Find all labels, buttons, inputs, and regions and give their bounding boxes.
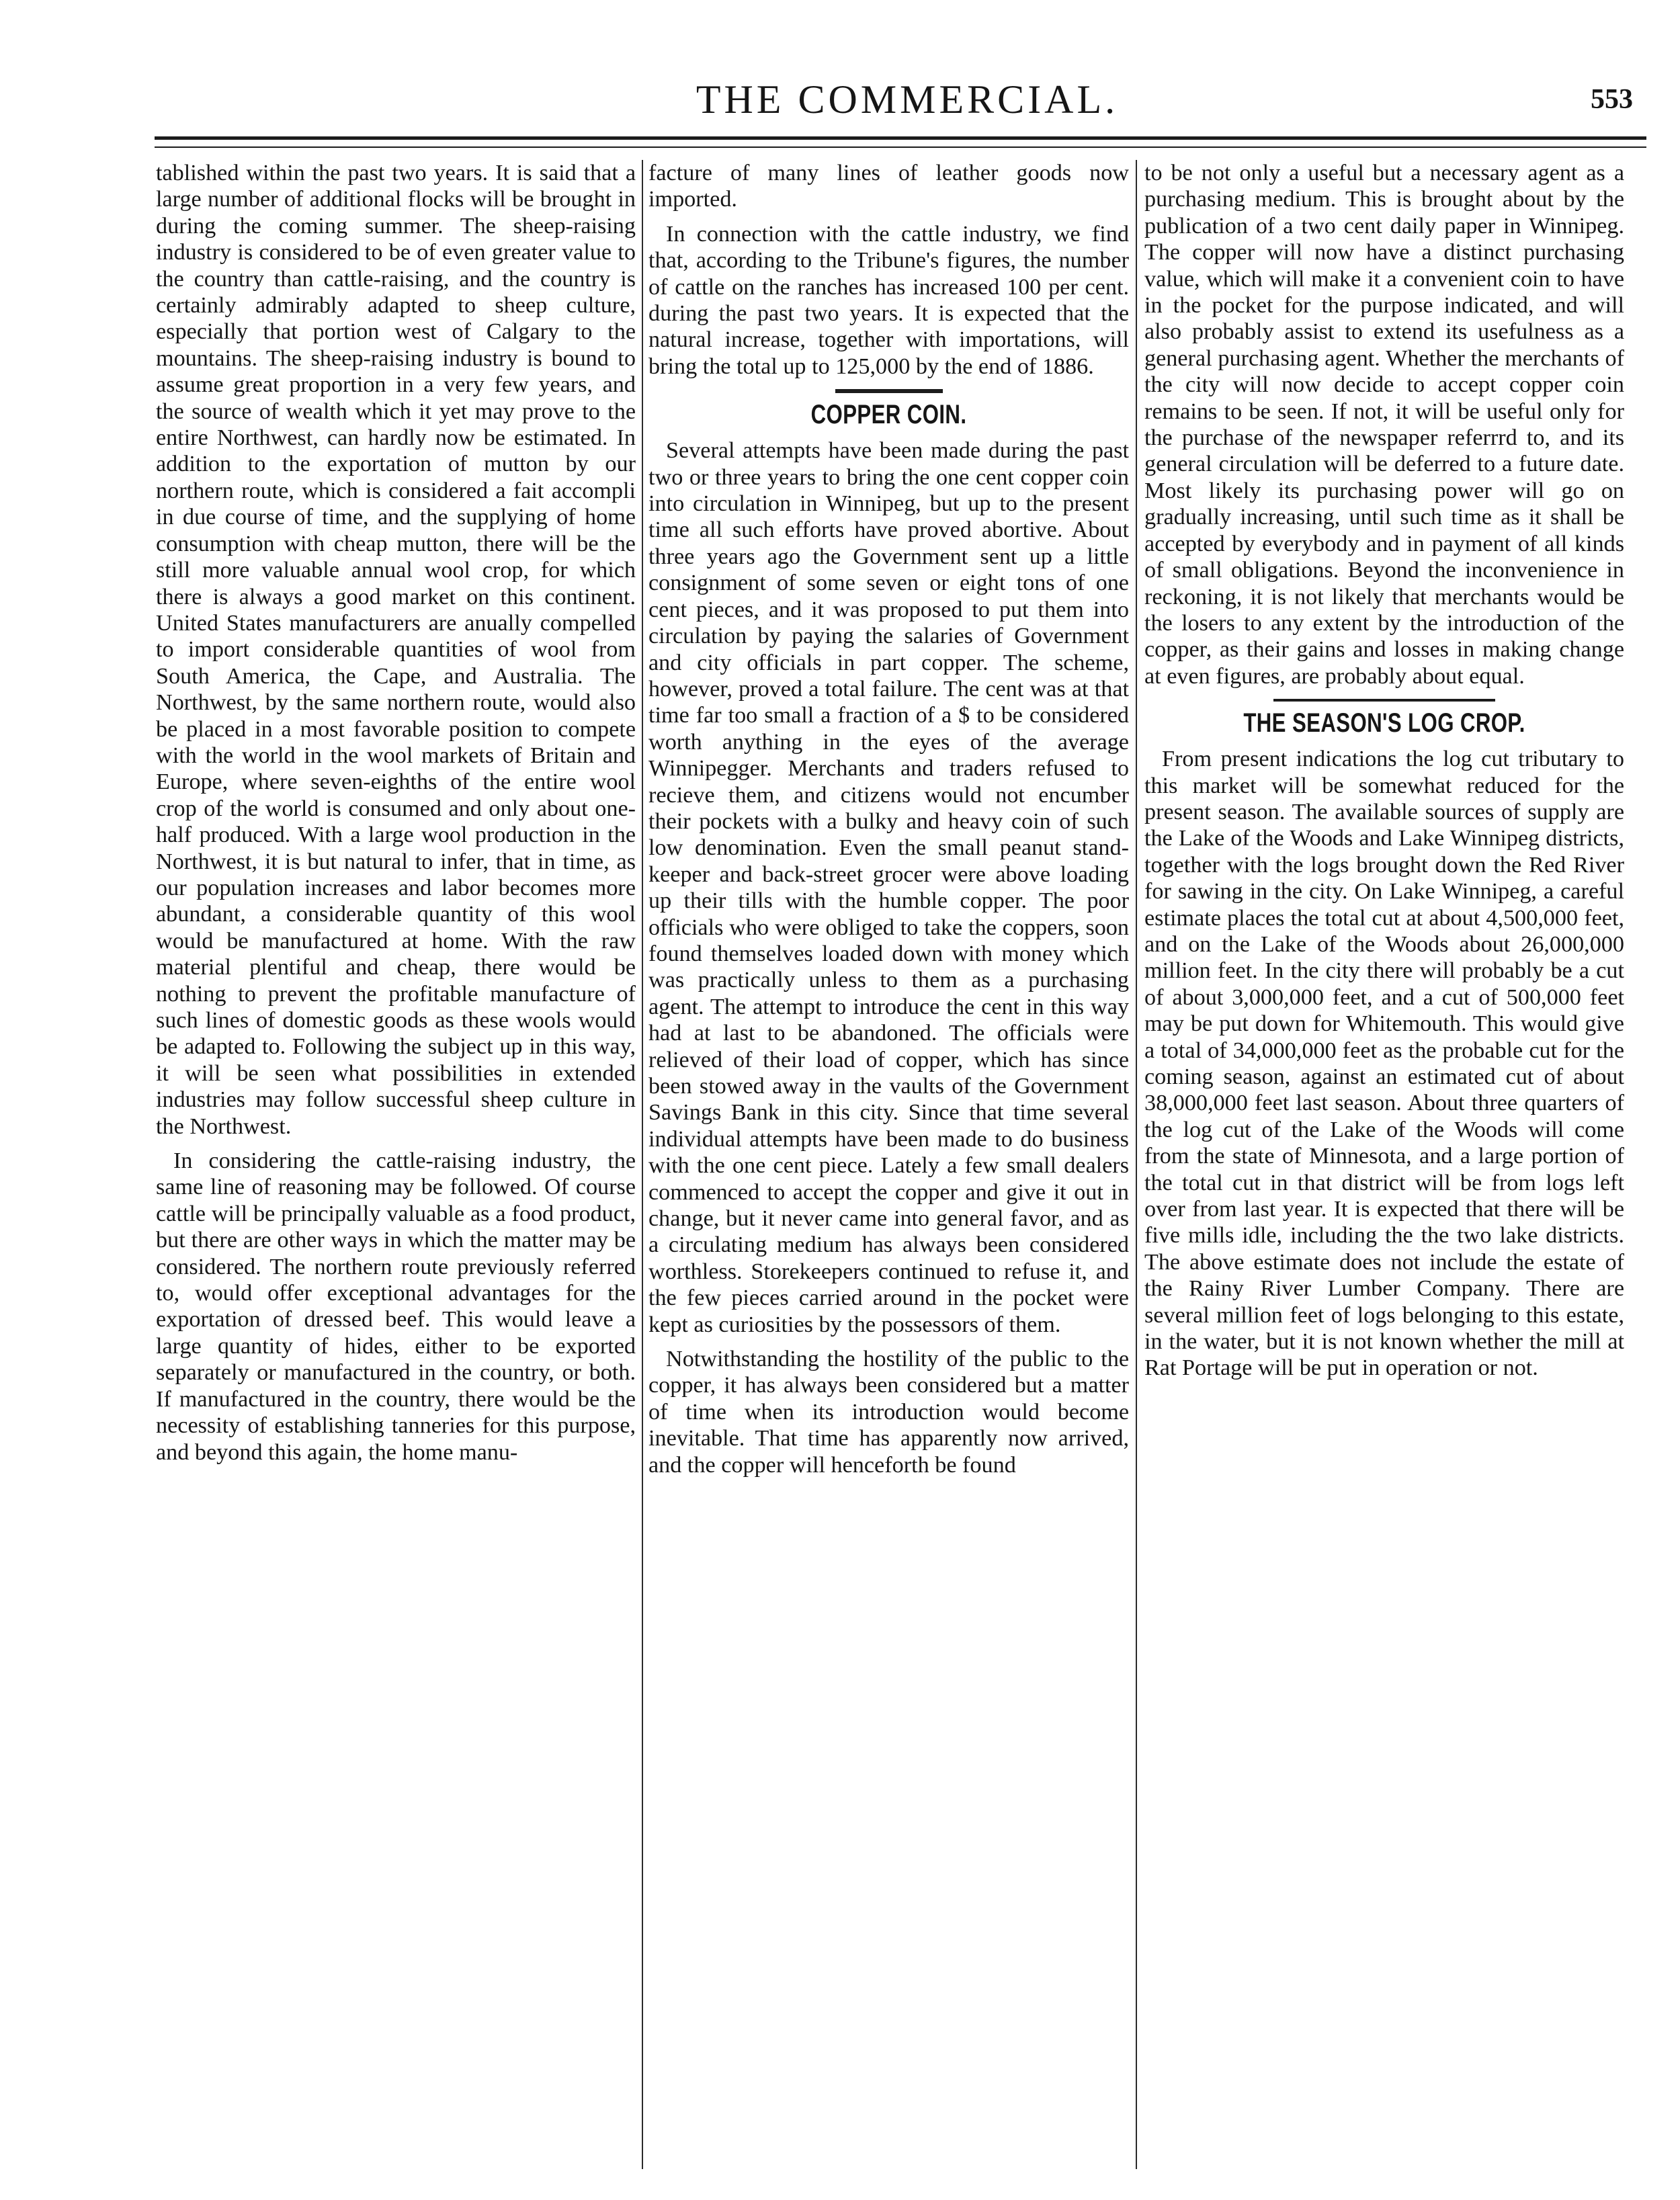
article-paragraph: facture of many lines of leather goods now imported. bbox=[648, 161, 1129, 212]
article-heading-copper-coin: COPPER COIN. bbox=[810, 400, 967, 430]
article-heading-log-crop: THE SEASON'S LOG CROP. bbox=[1243, 708, 1525, 738]
column-3 bbox=[1144, 160, 1624, 1390]
header-rule-thin bbox=[155, 146, 1646, 148]
column-divider bbox=[1136, 160, 1137, 2169]
section-rule bbox=[1273, 699, 1495, 702]
column-divider bbox=[642, 160, 643, 2169]
article-paragraph: In connection with the cattle industry, we find that, according to the Tribune's figures, the number of cattle on the ranches has increased 100 per cent. during the past two years. It is expected that the natural increase, together with importations, will bring the total up to 125,000 by the end of 1886. bbox=[648, 221, 1129, 379]
article-paragraph: Several attempts have been made during the past two or three years to bring the one cent copper coin into circulation in Winnipeg, but up to the present time all such efforts have proved abortive. About three years ago the Government sent up a little consignment of some seven or eight tons of one cent pieces, and it was proposed to put them into circulation by paying the salaries of Government and city officials in part copper. The scheme, however, proved a total failure. The cent was at that time far too small a fraction of a $ to be considered worth anything in the eyes of the average Winnipegger. Merchants and traders refused to recieve them, and citizens would not encumber their pockets with a bulky and heavy coin of such low denomination. Even the small peanut stand-keeper and back-street grocer were above loading up their tills with the humble copper. The poor officials who were obliged to take the coppers, soon found themselves loaded down with money which was practically unless to them as a purchasing agent. The attempt to introduce the cent in this way had at last to be abandoned. The officials were relieved of their load of copper, which has since been stowed away in the vaults of the Government Savings Bank in this city. Since that time several individual attempts have been made to do business with the one cent piece. Lately a few small dealers commenced to accept the copper and give it out in change, but it never came into general favor, and as a circulating medium has always been considered worthless. Storekeepers continued to refuse it, and the few pieces carried around in the pocket were kept as curiosities by the possessors of them. bbox=[648, 438, 1129, 1337]
article-paragraph: In considering the cattle-raising industry, the same line of reasoning may be followed. Of course cattle will be principally valuable as a food product, but there are other ways in which the matter may be considered. The northern route previously referred to, would offer exceptional advantages for the exportation of dressed beef. This would leave a large quantity of hides, either to be exported separately or manufactured in the country, or both. If manufactured in the country, there would be the necessity of establishing tanneries for this purpose, and beyond this again, the home manu- bbox=[156, 1148, 636, 1465]
header-rule-thick bbox=[155, 136, 1646, 140]
article-paragraph: From present indications the log cut tributary to this market will be somewhat reduced for the present season. The available sources of supply are the Lake of the Woods and Lake Winnipeg districts, together with the logs brought down the Red River for sawing in the city. On Lake Winnipeg, a careful estimate places the total cut at about 4,500,000 feet, and on the Lake of the Woods about 26,000,000 million feet. In the city there will probably be a cut of about 3,000,000 feet, and a cut of 500,000 feet may be put down for Whitemouth. This would give a total of 34,000,000 feet as the probable cut for the coming season, against an estimated cut of about 38,000,000 feet last season. About three quarters of the log cut of the Lake of the Woods will come from the state of Minnesota, and a large portion of the total cut in that district will be from logs left over from last year. It is expected that there will be five mills idle, including the the two lake districts. The above estimate does not include the estate of the Rainy River Lumber Company. There are several million feet of logs belonging to this estate, in the water, but it is not known whether the mill at Rat Portage will be put in operation or not. bbox=[1144, 747, 1624, 1381]
column-1 bbox=[156, 160, 636, 1474]
section-rule bbox=[835, 389, 943, 393]
article-paragraph: tablished within the past two years. It is said that a large number of additional flocks will be brought in during the coming summer. The sheep-raising industry is considered to be of even greater value to the country than cattle-raising, and the country is certainly admirably adapted to sheep culture, especially that portion west of Calgary to the mountains. The sheep-raising industry is bound to assume great proportion in a very few years, and the source of wealth which it yet may prove to the entire Northwest, can hardly now be estimated. In addition to the exportation of mutton by our northern route, which is considered a fait accompli in due course of time, and the supplying of home consumption with cheap mutton, there will be the still more valuable annual wool crop, for which there is always a good market on this continent. United States manufacturers are anually compelled to import considerable quantities of wool from South America, the Cape, and Australia. The Northwest, by the same northern route, would also be placed in a most favorable position to compete with the world in the wool markets of Britain and Europe, where seven-eighths of the entire wool crop of the world is consumed and only about one-half produced. With a large wool production in the Northwest, it is but natural to infer, that in time, as our population increases and labor becomes more abundant, a considerable quantity of this wool would be manufactured at home. With the raw material plentiful and cheap, there would be nothing to prevent the profitable manufacture of such lines of domestic goods as these wools would be adapted to. Following the subject up in this way, it will be seen what possibilities in extended industries may follow successful sheep culture in the Northwest. bbox=[156, 161, 636, 1139]
masthead bbox=[155, 73, 1660, 126]
column-2 bbox=[648, 160, 1129, 1486]
newspaper-title: THE COMMERCIAL. bbox=[696, 77, 1119, 122]
article-paragraph: to be not only a useful but a necessary agent as a purchasing medium. This is brought about by the publication of a two cent daily paper in Winnipeg. The copper will now have a distinct purchasing value, which will make it a convenient coin to have in the pocket for the purpose indicated, and will also probably assist to extend its usefulness as a general purchasing agent. Whether the merchants of the city will now decide to accept copper coin remains to be seen. If not, it will be useful only for the purchase of the newspaper referrrd to, and its general circulation will be deferred to a future date. Most likely its purchasing power will go on gradually increasing, until such time as it shall be accepted by everybody and in payment of all kinds of small obligations. Beyond the inconvenience in reckoning, it is not likely that merchants would be the losers to any extent by the introduction of the copper, as their gains and losses in making change at even figures, are probably about equal. bbox=[1144, 161, 1624, 689]
page-number: 553 bbox=[1591, 84, 1633, 115]
article-paragraph: Notwithstanding the hostility of the public to the copper, it has always been considered but a matter of time when its introduction would become inevitable. That time has apparently now arrived, and the copper will henceforth be found bbox=[648, 1347, 1129, 1478]
